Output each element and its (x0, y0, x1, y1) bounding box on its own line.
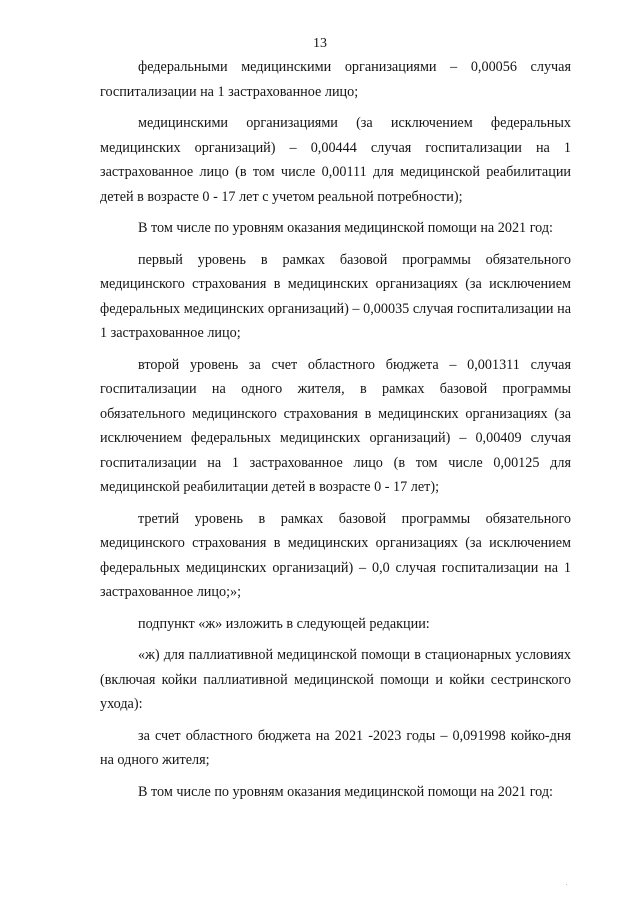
paragraph-levels-heading: В том числе по уровням оказания медицинской помощи на 2021 год: (138, 220, 554, 236)
paragraph-second-level: второй уровень за счет областного бюджета – 0,001311 случая госпитализации на одного жителя, в рамках базовой программы обязательного медицинского страхования в медицинских организациях (за исключением федеральных медицинских организаций) – 0,00409 случая госпитализации на 1 застрахованное лицо (в том числе 0,00125 для медицинской реабилитации детей в возрасте 0 - 17 лет); (100, 356, 571, 495)
paragraph-regional-budget: за счет областного бюджета на 2021 -2023 годы – 0,091998 койко-дня на одного жителя; (100, 727, 571, 768)
scan-speck (566, 884, 567, 885)
paragraph-federal-organizations: федеральными медицинскими организациями – 0,00056 случая госпитализации на 1 застрахованное лицо; (100, 59, 571, 100)
page-number: 13 (313, 36, 327, 51)
paragraph-medical-organizations: медицинскими организациями (за исключением федеральных медицинских организаций) – 0,00444 случая госпитализации на 1 застрахованное лицо (в том числе 0,00111 для медицинской реабилитации детей в возрасте 0 - 17 лет с учетом реальной потребности); (100, 115, 571, 205)
paragraph-third-level: третий уровень в рамках базовой программы обязательного медицинского страхования в медицинских организациях (за исключением федеральных медицинских организаций) – 0,0 случая госпитализации на 1 застрахованное лицо;»; (100, 510, 571, 600)
paragraph-subitem-zh-intro: подпункт «ж» изложить в следующей редакции: (138, 615, 430, 632)
paragraph-palliative-care: «ж) для паллиативной медицинской помощи в стационарных условиях (включая койки паллиативной медицинской помощи и койки сестринского ухода): (100, 647, 571, 712)
paragraph-levels-heading-2: В том числе по уровням оказания медицинской помощи на 2021 год: (138, 783, 554, 800)
document-body (100, 55, 571, 811)
paragraph-first-level: первый уровень в рамках базовой программы обязательного медицинского страхования в медицинских организациях (за исключением федеральных медицинских организаций) – 0,00035 случая госпитализации на 1 застрахованное лицо; (100, 251, 571, 341)
